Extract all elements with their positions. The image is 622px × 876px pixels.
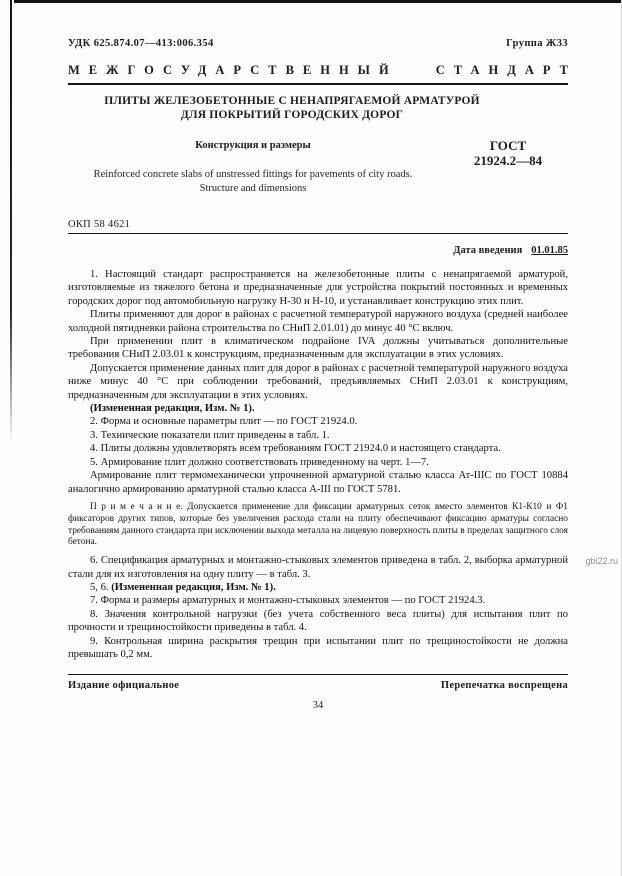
paragraph	[68, 268, 568, 308]
paragraph-text: 8. Значения контрольной нагрузки (без учета собственного веса плиты) для испытания плит по прочности и трещиностойкости приведены в табл. 4.	[68, 608, 568, 634]
paragraph-text-bold: (Измененная редакция, Изм. № 1).	[111, 581, 276, 593]
paragraph	[68, 554, 568, 581]
standard-type-word: МЕЖГОСУДАРСТВЕННЫЙ	[68, 63, 398, 77]
paragraph-text: Допускается применение данных плит для дорог в районах с расчетной температурой наружного воздуха ниже минус 40 °С при соблюдении требований, предъявляемых СНиП 2.03.01 к конструкциям, предназначенным для эксплуатации в этих условиях.	[68, 362, 568, 401]
paragraph-text: 9. Контрольная ширина раскрытия трещин при испытании плит по трещиностойкости не должна превышать 0,2 мм.	[68, 635, 568, 660]
paragraph-text: 2. Форма и основные параметры плит — по ГОСТ 21924.0.	[90, 416, 358, 428]
paragraph	[68, 362, 568, 402]
paragraph	[68, 308, 568, 335]
paragraph	[68, 335, 568, 362]
reprint-prohibited-label: Перепечатка воспрещена	[440, 680, 568, 692]
paragraph	[68, 442, 568, 455]
introduction-date-value: 01.01.85	[531, 245, 568, 256]
classification-row	[68, 38, 568, 49]
okp-code: ОКП 58 4621	[68, 219, 131, 230]
paragraph	[68, 456, 568, 469]
paragraph-text: 6. Спецификация арматурных и монтажно-стыковых элементов приведена в табл. 2, выборка арматурной стали для их изготовления на одну плиту — в табл. 3.	[68, 555, 568, 580]
gost-number-block	[448, 136, 568, 195]
scan-edge-top	[14, 0, 621, 3]
paragraph	[68, 581, 568, 594]
page-number: 34	[312, 700, 324, 712]
paragraph-text: П р и м е ч а н и е. Допускается применение для фиксации арматурных сеток вместо элементов К1-К10 и Ф1 фиксаторов других типов, которые без увеличения расхода стали на плиту обеспечивают фиксацию арматуры согласно требованиям данного стандарта при исключении выхода металла на лицевую поверхность плиты в пределах защитного слоя бетона.	[68, 501, 568, 548]
paragraph-text: 7. Форма и размеры арматурных и монтажно-стыковых элементов — по ГОСТ 21924.3.	[90, 595, 486, 607]
paragraph-text-bold: (Измененная редакция, Изм. № 1).	[90, 403, 255, 415]
paragraph-text: 4. Плиты должны удовлетворять всем требованиям ГОСТ 21924.0 и настоящего стандарта.	[90, 443, 501, 455]
official-edition-label: Издание официальное	[68, 680, 180, 692]
subtitle-column	[68, 136, 448, 195]
paragraph	[68, 429, 568, 442]
scan-edge-left	[10, 0, 12, 445]
subtitle-and-number-row	[68, 136, 568, 195]
paragraph	[68, 402, 568, 415]
title-english-line-1: Reinforced concrete slabs of unstressed fittings for pavements of city roads.	[93, 169, 413, 180]
group-code: Группа Ж33	[506, 38, 568, 49]
paragraph	[68, 608, 568, 635]
footer-divider	[68, 674, 568, 675]
standard-type-word: СТАНДАРТ	[435, 63, 577, 77]
document-title	[68, 94, 516, 122]
title-english-line-2: Structure and dimensions	[199, 182, 307, 194]
title-line-2: ДЛЯ ПОКРЫТИЙ ГОРОДСКИХ ДОРОГ	[180, 109, 404, 121]
standard-type-heading	[68, 63, 577, 78]
paragraph	[68, 469, 568, 496]
introduction-date-row	[68, 245, 568, 256]
paragraph-text: Плиты применяют для дорог в районах с расчетной температурой наружного воздуха (средней наиболее холодной пятидневки района строительства по СНиП 2.01.01) до минус 40 °С включ.	[68, 309, 568, 334]
body-paragraphs	[68, 268, 568, 661]
paragraph	[68, 635, 568, 662]
document-title-english	[68, 168, 438, 195]
paragraph	[68, 415, 568, 428]
document-subtitle: Конструкция и размеры	[195, 140, 311, 151]
watermark: gbi22.ru	[585, 556, 618, 566]
paragraph-text: Армирование плит термомеханически упрочненной арматурной сталью класса Ат-IIIС по ГОСТ 10884 аналогично армированию арматурной сталью класса А-III по ГОСТ 5781.	[68, 470, 568, 495]
title-line-1: ПЛИТЫ ЖЕЛЕЗОБЕТОННЫЕ С НЕНАПРЯГАЕМОЙ АРМАТУРОЙ	[104, 95, 480, 107]
paragraph	[68, 502, 568, 549]
introduction-date-label: Дата введения	[453, 245, 523, 256]
gost-number: 21924.2—84	[473, 153, 543, 168]
gost-label: ГОСТ	[489, 138, 527, 153]
okp-divider	[68, 233, 568, 234]
footer-row	[68, 680, 568, 691]
paragraph-text: При применении плит в климатическом подрайоне IVA должны учитываться дополнительные требования СНиП 2.03.01 к конструкциям, предназначенным для эксплуатации в этих условиях.	[68, 336, 568, 361]
paragraph-text: 3. Технические показатели плит приведены в табл. 1.	[90, 429, 330, 441]
header-divider	[68, 83, 568, 85]
page-content	[68, 38, 577, 712]
paragraph	[68, 594, 568, 607]
udk-code: УДК 625.874.07—413:006.354	[68, 38, 214, 49]
paragraph-text: 5, 6.	[90, 581, 112, 593]
paragraph-text: 5. Армирование плит должно соответствовать приведенному на черт. 1—7.	[90, 456, 429, 468]
paragraph-text: 1. Настоящий стандарт распространяется на железобетонные плиты с ненапрягаемой арматурой, изготовляемые из тяжелого бетона и предназначенные для устройства покрытий постоянных и временных городских дорог под автомобильную нагрузку Н-30 и Н-10, и устанавливает конструкцию этих плит.	[68, 269, 568, 307]
